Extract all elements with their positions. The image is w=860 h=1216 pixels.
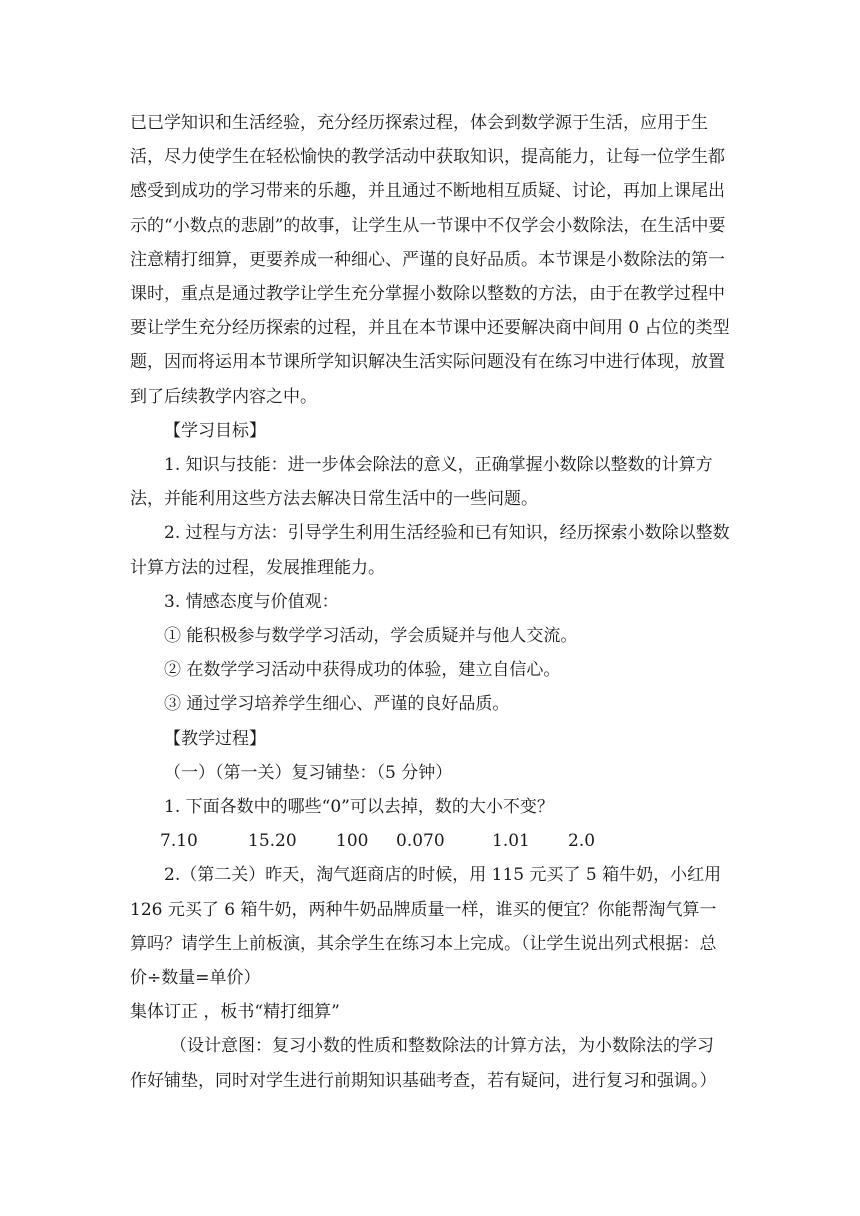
number-item: 2.0 [568,831,596,852]
goal-sub-item-1: ① 能积极参与数学学习活动，学会质疑并与他人交流。 [164,626,578,647]
number-item: 1.01 [492,831,530,852]
goal-item-3: 3. 情感态度与价值观： [164,591,339,612]
number-list [130,824,730,858]
number-item: 7.10 [160,831,198,852]
number-item: 15.20 [248,831,297,852]
design-intent: （设计意图：复习小数的性质和整数除法的计算方法，为小数除法的学习作好铺垫，同时对学生进行前期知识基础考查，若有疑问，进行复习和强调。） [130,1036,717,1091]
process-heading: 【教学过程】 [164,728,266,749]
collective-correction: 集体订正 ，板书“精打细算” [130,1002,340,1023]
number-item: 0.070 [396,831,445,852]
goal-item-1: 1. 知识与技能：进一步体会除法的意义，正确掌握小数除以整数的计算方法，并能利用这些方法去解决日常生活中的一些问题。 [130,455,713,510]
goal-sub-item-2: ② 在数学学习活动中获得成功的体验，建立自信心。 [164,660,561,681]
goal-sub-item-3: ③ 通过学习培养学生细心、严谨的良好品质。 [164,694,510,715]
document-page [130,106,730,1098]
question-2: 2.（第二关）昨天，淘气逛商店的时候，用 115 元买了 5 箱牛奶，小红用 126 元买了 6 箱牛奶，两种牛奶品牌质量一样，谁买的便宜？你能帮淘气算一算吗？请学生上前板演，其余学生在练习本上完成。（让学生说出列式根据：总价÷数量=单价） [130,865,722,989]
question-1: 1. 下面各数中的哪些“0”可以去掉，数的大小不变？ [164,797,554,818]
goal-item-2: 2. 过程与方法：引导学生利用生活经验和已有知识，经历探索小数除以整数计算方法的过程，发展推理能力。 [130,523,730,578]
number-item: 100 [336,831,369,852]
intro-paragraph: 已已学知识和生活经验，充分经历探索过程，体会到数学源于生活，应用于生活，尽力使学生在轻松愉快的教学活动中获取知识，提高能力，让每一位学生都感受到成功的学习带来的乐趣，并且通过不断地相互质疑、讨论，再加上课尾出示的“小数点的悲剧”的故事，让学生从一节课中不仅学会小数除法，在生活中要注意精打细算，更要养成一种细心、严谨的良好品质。本节课是小数除法的第一课时，重点是通过教学让学生充分掌握小数除以整数的方法，由于在教学过程中要让学生充分经历探索的过程，并且在本节课中还要解决商中间用 0 占位的类型题，因而将运用本节课所学知识解决生活实际问题没有在练习中进行体现，放置到了后续教学内容之中。 [130,113,730,407]
goals-heading: 【学习目标】 [164,420,266,441]
section-1-title: （一）（第一关）复习铺垫：（5 分钟） [164,762,453,783]
